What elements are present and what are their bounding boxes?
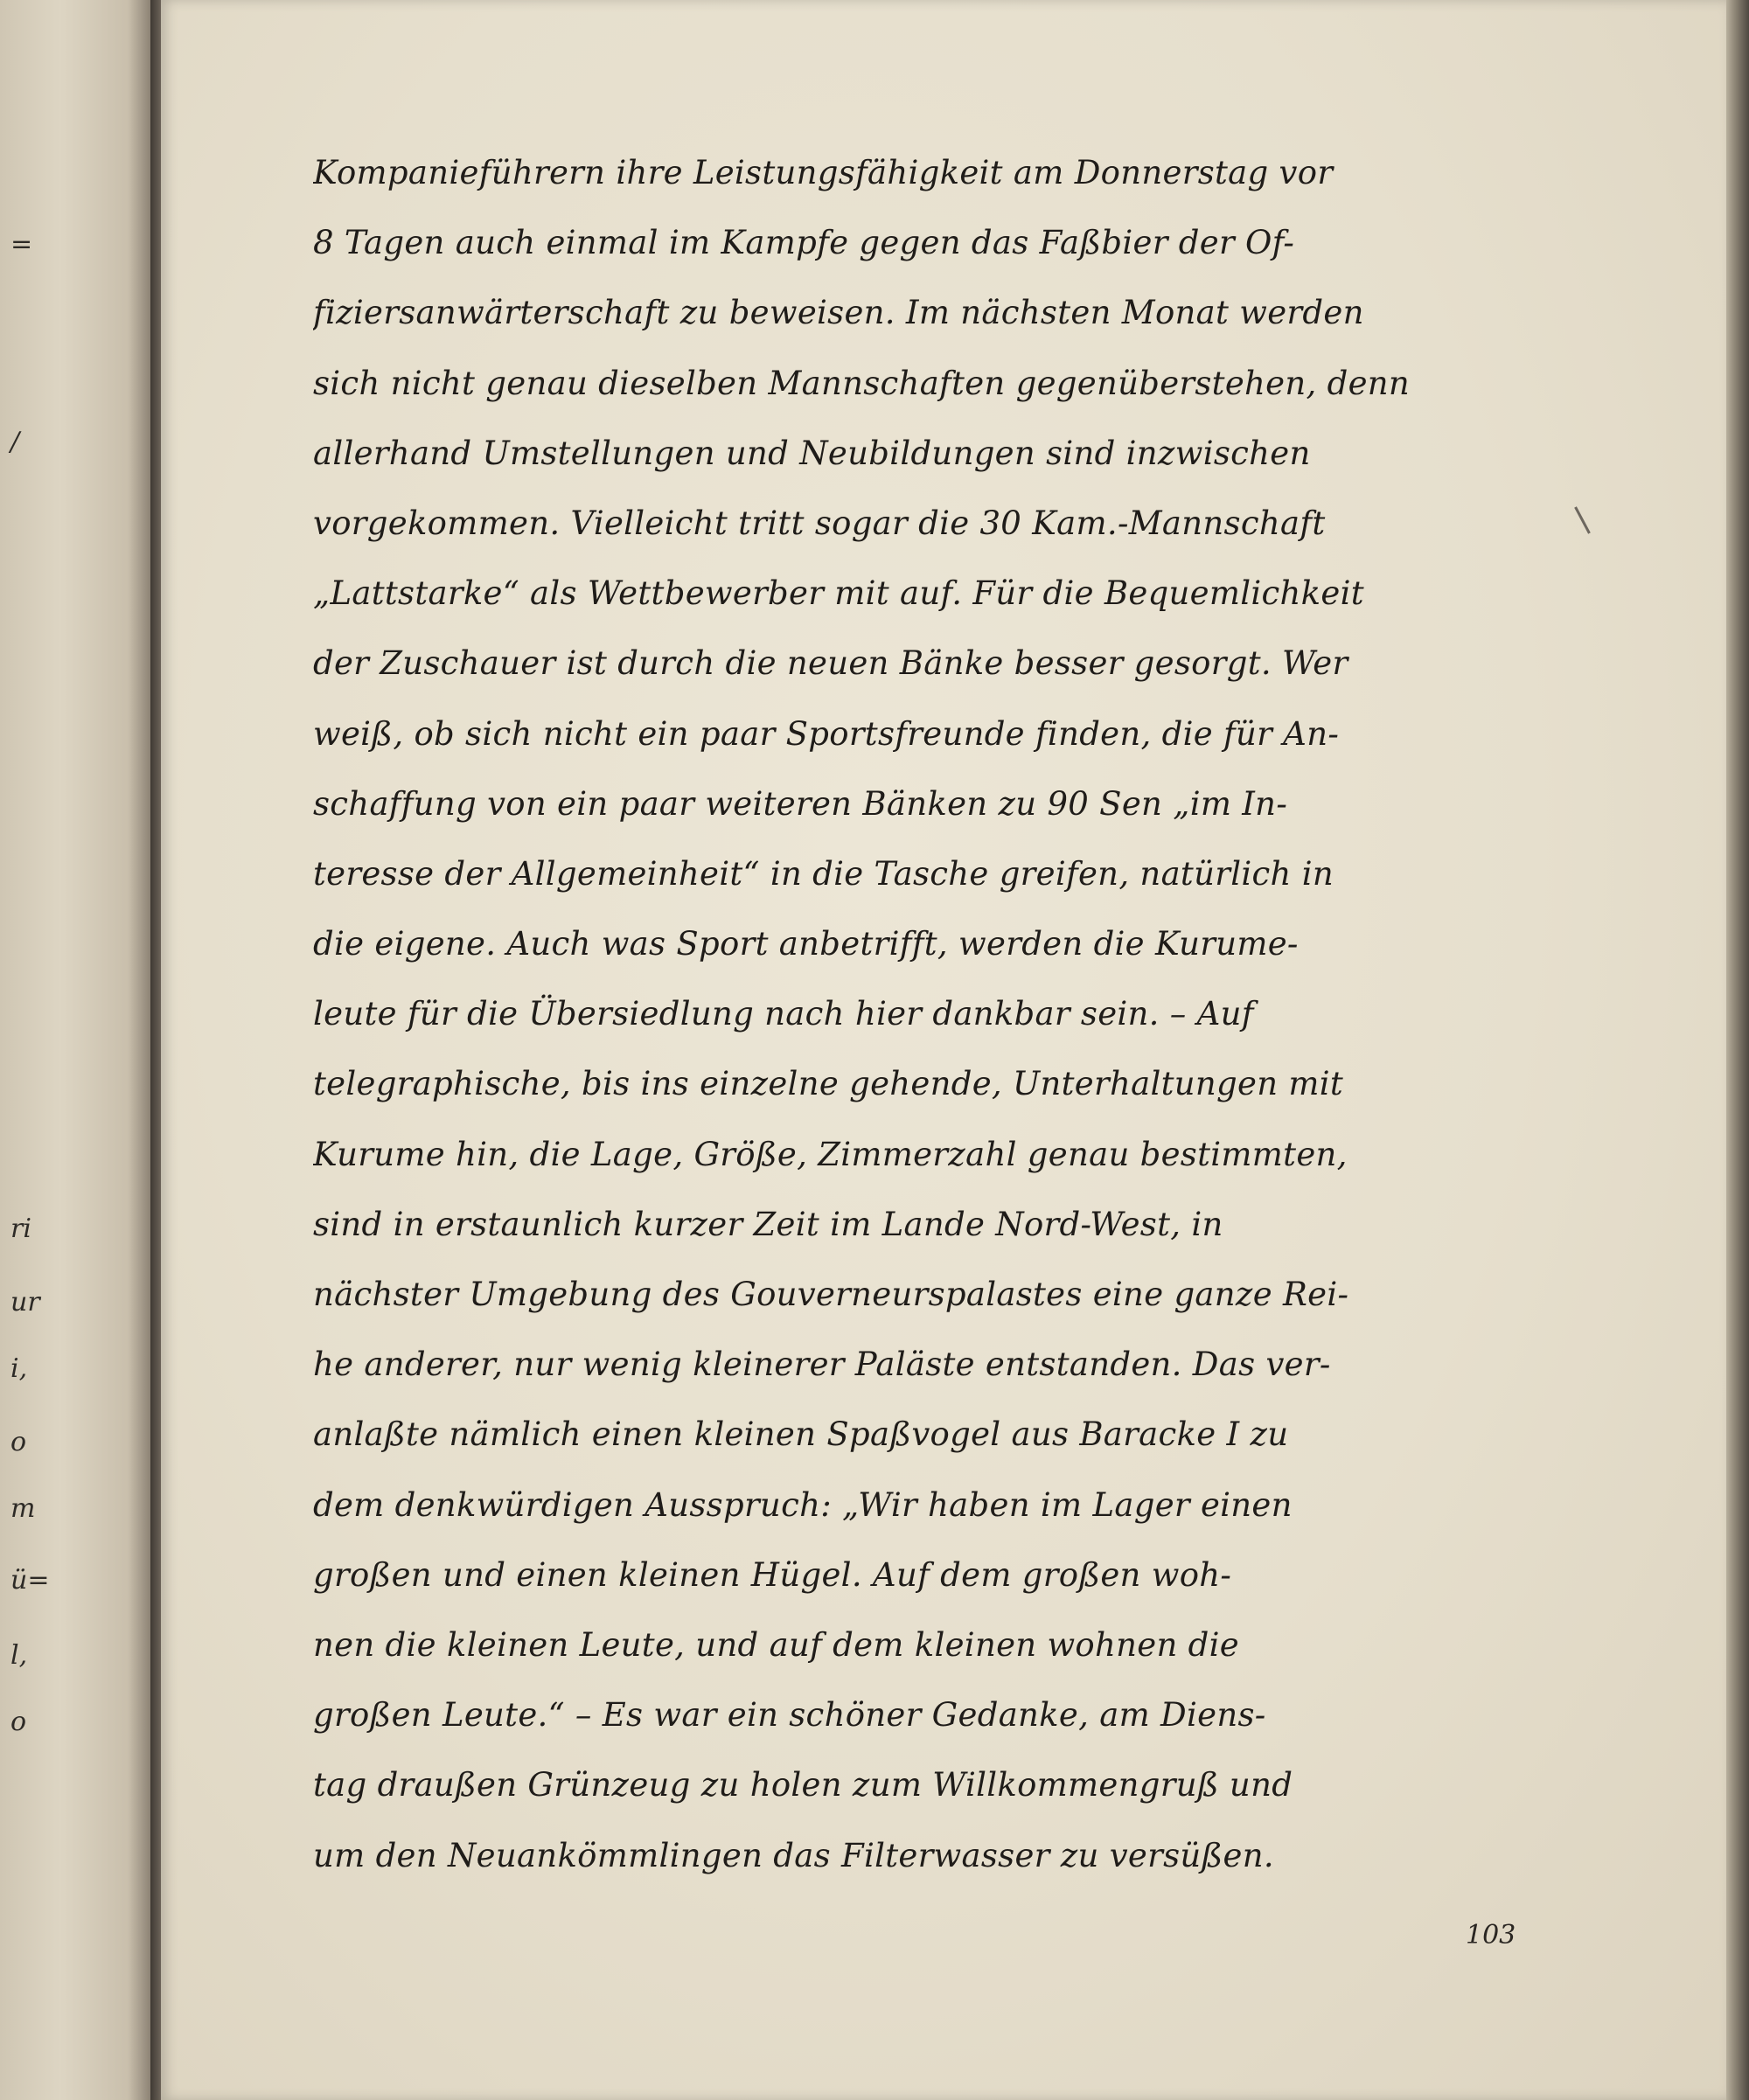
text-line: schaffung von ein paar weiteren Bänken zu 90 Sen „im In-	[313, 784, 1288, 823]
text-line: sind in erstaunlich kurzer Zeit im Lande Nord-West, in	[313, 1205, 1223, 1243]
text-line: nächster Umgebung des Gouverneurspalastes eine ganze Rei-	[313, 1276, 1349, 1313]
left-page-fragment: o	[10, 1427, 27, 1457]
text-line: anlaßte nämlich einen kleinen Spaßvogel aus Baracke I zu	[313, 1415, 1289, 1454]
text-line: „Lattstarke“ als Wettbewerber mit auf. Für die Bequemlichkeit	[313, 574, 1364, 613]
left-page-fragment: ur	[10, 1287, 40, 1318]
handwritten-text	[313, 138, 1572, 1891]
text-line: fiziersanwärterschaft zu beweisen. Im nächsten Monat werden	[313, 294, 1364, 332]
text-line: dem denkwürdigen Ausspruch: „Wir haben im Lager einen	[313, 1485, 1293, 1524]
text-line: telegraphische, bis ins einzelne gehende, Unterhaltungen mit	[313, 1065, 1344, 1103]
text-line: tag draußen Grünzeug zu holen zum Willkommengruß und	[313, 1766, 1293, 1804]
text-line: großen Leute.“ – Es war ein schöner Gedanke, am Diens-	[313, 1696, 1266, 1735]
left-page-fragment: ü=	[10, 1565, 50, 1596]
text-line: Kompanieführern ihre Leistungsfähigkeit am Donnerstag vor	[313, 154, 1334, 191]
text-line: vorgekommen. Vielleicht tritt sogar die 30 Kam.-Mannschaft	[313, 504, 1326, 542]
text-line: he anderer, nur wenig kleinerer Paläste entstanden. Das ver-	[313, 1346, 1331, 1384]
text-line: sich nicht genau dieselben Mannschaften gegenüberstehen, denn	[313, 364, 1411, 402]
text-line: nen die kleinen Leute, und auf dem kleinen wohnen die	[313, 1625, 1239, 1664]
book-gutter	[150, 0, 161, 2100]
left-page-fragment: l,	[10, 1640, 28, 1671]
text-line: leute für die Übersiedlung nach hier dankbar sein. – Auf	[313, 995, 1254, 1033]
left-page-fragment: =	[10, 229, 33, 260]
text-line: großen und einen kleinen Hügel. Auf dem großen woh-	[313, 1555, 1232, 1594]
text-line: Kurume hin, die Lage, Größe, Zimmerzahl genau bestimmten,	[313, 1135, 1348, 1173]
left-page-fragment: i,	[10, 1353, 28, 1384]
text-line: die eigene. Auch was Sport anbetrifft, werden die Kurume-	[313, 925, 1299, 963]
text-line: allerhand Umstellungen und Neubildungen sind inzwischen	[313, 434, 1311, 472]
text-line: teresse der Allgemeinheit“ in die Tasche greifen, natürlich in	[313, 854, 1334, 893]
left-page-fragment: o	[10, 1707, 27, 1737]
text-line: der Zuschauer ist durch die neuen Bänke besser gesorgt. Wer	[313, 644, 1348, 683]
text-line: um den Neuankömmlingen das Filterwasser zu versüßen.	[313, 1836, 1274, 1874]
text-line: 8 Tagen auch einmal im Kampfe gegen das Faßbier der Of-	[313, 224, 1295, 262]
left-page-fragment: m	[10, 1493, 36, 1524]
left-page-fragment: /	[10, 427, 20, 457]
page-number: 103	[1466, 1920, 1516, 1950]
left-page-edge	[0, 0, 150, 2100]
right-page-edge	[1726, 0, 1749, 2100]
left-page-fragment: ri	[10, 1213, 31, 1244]
text-line: weiß, ob sich nicht ein paar Sportsfreunde finden, die für An-	[313, 714, 1340, 753]
